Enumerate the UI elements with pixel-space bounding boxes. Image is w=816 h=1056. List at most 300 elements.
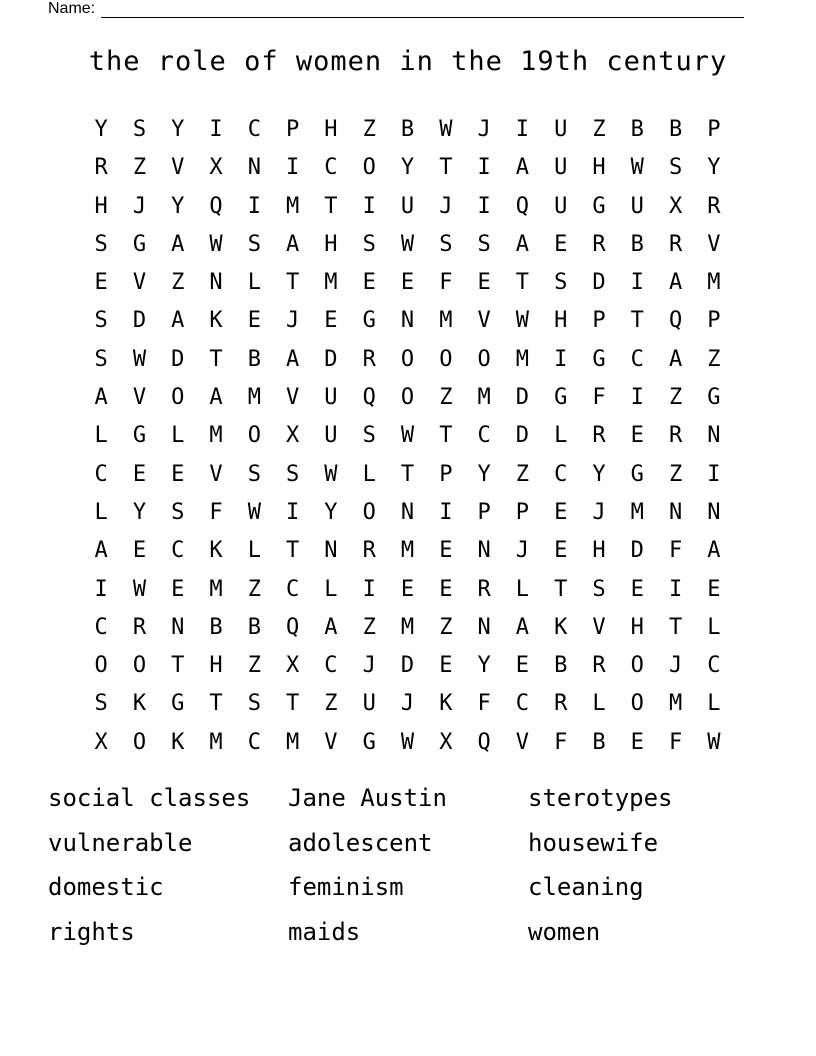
grid-letter: W <box>132 346 147 372</box>
grid-letter: D <box>324 346 338 372</box>
grid-letter: N <box>477 614 491 640</box>
grid-letter: X <box>668 193 683 219</box>
grid-letter: L <box>592 691 606 717</box>
grid-letter: G <box>132 423 147 449</box>
grid-letter: S <box>554 270 568 296</box>
grid-letter: D <box>630 538 644 564</box>
grid-letter: S <box>247 231 261 257</box>
grid-letter: U <box>324 385 338 411</box>
grid-letter: R <box>707 193 721 219</box>
grid-letter: I <box>630 385 644 411</box>
grid-letter: W <box>324 461 338 487</box>
grid-letter: V <box>286 385 300 411</box>
word-list-item: domestic <box>48 873 164 901</box>
grid-letter: E <box>439 653 453 679</box>
grid-letter: G <box>362 308 376 334</box>
grid-letter: B <box>554 653 568 679</box>
grid-letter: L <box>94 423 108 449</box>
grid-letter: P <box>707 308 721 334</box>
grid-letter: O <box>630 691 644 717</box>
grid-letter: U <box>324 423 338 449</box>
grid-letter: E <box>132 461 147 487</box>
grid-letter: M <box>630 499 644 525</box>
grid-letter: R <box>94 155 108 181</box>
grid-letter: A <box>94 385 108 411</box>
grid-letter: M <box>439 308 453 334</box>
grid-letter: X <box>286 423 300 449</box>
grid-letter: S <box>94 231 108 257</box>
grid-letter: S <box>94 691 108 717</box>
grid-letter: E <box>94 270 108 296</box>
grid-letter: Y <box>707 155 721 181</box>
grid-letter: L <box>94 499 108 525</box>
grid-letter: M <box>707 270 721 296</box>
grid-letter: A <box>707 538 721 564</box>
grid-letter: M <box>400 538 415 564</box>
grid-letter: J <box>515 538 530 564</box>
grid-letter: V <box>324 729 338 755</box>
grid-letter: L <box>515 576 530 602</box>
grid-letter: Q <box>362 385 376 411</box>
grid-letter: D <box>171 346 185 372</box>
grid-letter: B <box>668 117 683 142</box>
grid-letter: E <box>400 576 415 602</box>
grid-letter: O <box>362 499 376 525</box>
grid-letter: Q <box>668 308 683 334</box>
grid-letter: Z <box>324 691 338 717</box>
grid-letter: R <box>668 423 683 449</box>
grid-letter: N <box>707 499 721 525</box>
grid-letter: E <box>132 538 147 564</box>
grid-letter: M <box>209 576 223 602</box>
grid-letter: C <box>324 653 338 679</box>
grid-letter: K <box>209 308 223 334</box>
grid-letter: K <box>209 538 223 564</box>
grid-letter: V <box>171 155 185 181</box>
grid-letter: B <box>209 614 223 640</box>
grid-letter: N <box>247 155 261 181</box>
grid-letter: L <box>707 691 721 717</box>
grid-letter: K <box>171 729 185 755</box>
name-field <box>48 0 744 18</box>
word-list-item: maids <box>288 917 361 946</box>
grid-letter: I <box>477 193 491 219</box>
grid-letter: C <box>94 461 108 487</box>
grid-letter: L <box>362 461 376 487</box>
grid-letter: S <box>286 461 300 487</box>
grid-letter: H <box>324 231 338 257</box>
grid-letter: Q <box>477 729 491 755</box>
grid-letter: P <box>477 499 491 525</box>
grid-letter: D <box>132 308 147 334</box>
grid-letter: J <box>400 691 415 717</box>
grid-letter: D <box>515 385 530 411</box>
grid-letter: W <box>132 576 147 602</box>
page-title: the role of women in the 19th century <box>88 46 728 77</box>
word-list-item: housewife <box>528 828 659 857</box>
grid-letter: B <box>630 231 644 257</box>
grid-letter: A <box>515 231 530 257</box>
grid-letter: T <box>400 461 415 487</box>
grid-letter: F <box>592 385 606 411</box>
grid-letter: C <box>477 423 491 449</box>
grid-letter: E <box>171 461 185 487</box>
grid-letter: T <box>630 308 644 334</box>
grid-letter: Z <box>668 461 683 487</box>
grid-letter: C <box>286 576 300 602</box>
grid-letter: I <box>247 193 261 219</box>
grid-letter: B <box>400 117 415 142</box>
grid-letter: V <box>592 614 606 640</box>
grid-letter: M <box>400 614 415 640</box>
grid-letter: V <box>477 308 491 334</box>
grid-letter: R <box>362 538 376 564</box>
grid-letter: N <box>171 614 185 640</box>
grid-letter: I <box>439 499 453 525</box>
grid-letter: C <box>554 461 568 487</box>
grid-letter: D <box>515 423 530 449</box>
grid-letter: E <box>439 576 453 602</box>
grid-letter: G <box>554 385 568 411</box>
grid-letter: E <box>630 576 644 602</box>
grid-letter: Z <box>668 385 683 411</box>
grid-letter: M <box>324 270 338 296</box>
grid-letter: E <box>630 423 644 449</box>
grid-letter: V <box>209 461 223 487</box>
grid-letter: K <box>554 614 568 640</box>
grid-letter: Q <box>209 193 223 219</box>
grid-letter: Z <box>171 270 185 296</box>
grid-letter: V <box>515 729 530 755</box>
grid-letter: P <box>592 308 606 334</box>
grid-letter: W <box>400 231 415 257</box>
letter-grid <box>82 111 733 762</box>
grid-letter: C <box>171 538 185 564</box>
grid-letter: S <box>247 461 261 487</box>
grid-letter: M <box>286 729 300 755</box>
grid-letter: Z <box>515 461 530 487</box>
grid-letter: Y <box>592 461 606 487</box>
grid-letter: O <box>477 346 491 372</box>
grid-letter: I <box>668 576 683 602</box>
grid-letter: E <box>324 308 338 334</box>
grid-letter: W <box>247 499 261 525</box>
grid-letter: U <box>630 193 644 219</box>
grid-letter: S <box>477 231 491 257</box>
grid-letter: R <box>554 691 568 717</box>
grid-letter: G <box>171 691 185 717</box>
grid-letter: W <box>515 308 530 334</box>
grid-letter: N <box>400 308 415 334</box>
grid-letter: E <box>477 270 491 296</box>
grid-letter: F <box>554 729 568 755</box>
grid-letter: O <box>630 653 644 679</box>
grid-letter: E <box>400 270 415 296</box>
grid-letter: A <box>515 614 530 640</box>
grid-letter: C <box>324 155 338 181</box>
grid-letter: N <box>668 499 683 525</box>
grid-letter: F <box>668 729 683 755</box>
grid-letter: Z <box>707 346 721 372</box>
grid-letter: D <box>400 653 415 679</box>
grid-letter: I <box>209 117 223 142</box>
grid-letter: J <box>286 308 300 334</box>
grid-letter: J <box>668 653 683 679</box>
grid-letter: Y <box>171 193 185 219</box>
word-list <box>48 776 768 954</box>
word-list-item: women <box>528 917 601 946</box>
grid-letter: H <box>324 117 338 142</box>
grid-letter: V <box>132 270 147 296</box>
grid-letter: Z <box>362 614 376 640</box>
grid-letter: I <box>94 576 108 602</box>
grid-letter: M <box>247 385 261 411</box>
grid-letter: J <box>592 499 606 525</box>
grid-letter: Y <box>132 499 147 525</box>
grid-letter: B <box>630 117 644 142</box>
grid-letter: F <box>209 499 223 525</box>
grid-letter: Q <box>286 614 300 640</box>
grid-letter: N <box>324 538 338 564</box>
word-list-item: vulnerable <box>48 828 193 857</box>
grid-letter: M <box>209 423 223 449</box>
grid-letter: C <box>94 614 108 640</box>
grid-letter: I <box>477 155 491 181</box>
grid-letter: W <box>400 729 415 755</box>
grid-letter: Y <box>324 499 338 525</box>
grid-letter: G <box>132 231 147 257</box>
grid-letter: A <box>668 346 683 372</box>
grid-letter: B <box>247 614 261 640</box>
word-list-item: cleaning <box>528 873 644 901</box>
grid-letter: R <box>362 346 376 372</box>
grid-letter: O <box>171 385 185 411</box>
grid-letter: F <box>668 538 683 564</box>
grid-letter: C <box>515 691 530 717</box>
grid-letter: I <box>515 117 530 142</box>
grid-letter: T <box>171 653 185 679</box>
grid-letter: S <box>94 346 108 372</box>
grid-letter: E <box>362 270 376 296</box>
grid-letter: I <box>362 193 376 219</box>
grid-letter: L <box>554 423 568 449</box>
grid-letter: K <box>132 691 147 717</box>
grid-letter: Q <box>515 193 530 219</box>
grid-letter: H <box>592 155 606 181</box>
grid-letter: O <box>94 653 108 679</box>
grid-letter: N <box>209 270 223 296</box>
grid-letter: D <box>592 270 606 296</box>
grid-letter: X <box>286 653 300 679</box>
grid-letter: J <box>362 653 376 679</box>
grid-letter: O <box>400 385 415 411</box>
grid-letter: G <box>362 729 376 755</box>
grid-letter: L <box>707 614 721 640</box>
grid-letter: A <box>209 385 223 411</box>
grid-letter: S <box>668 155 683 181</box>
grid-letter: J <box>477 117 491 142</box>
grid-letter: Z <box>247 576 261 602</box>
grid-letter: E <box>554 231 568 257</box>
grid-letter: L <box>247 538 261 564</box>
grid-letter: H <box>554 308 568 334</box>
grid-letter: E <box>515 653 530 679</box>
grid-letter: T <box>554 576 568 602</box>
grid-letter: O <box>132 729 147 755</box>
grid-letter: T <box>515 270 530 296</box>
grid-letter: U <box>554 193 568 219</box>
grid-letter: S <box>592 576 606 602</box>
grid-letter: T <box>209 691 223 717</box>
grid-letter: A <box>324 614 338 640</box>
grid-letter: O <box>247 423 261 449</box>
grid-letter: T <box>286 691 300 717</box>
grid-letter: O <box>400 346 415 372</box>
grid-letter: I <box>554 346 568 372</box>
grid-letter: E <box>439 538 453 564</box>
grid-letter: H <box>630 614 644 640</box>
grid-letter: U <box>554 155 568 181</box>
grid-letter: F <box>439 270 453 296</box>
grid-letter: T <box>324 193 338 219</box>
grid-letter: O <box>362 155 376 181</box>
grid-letter: M <box>286 193 300 219</box>
grid-letter: N <box>477 538 491 564</box>
grid-letter: Y <box>477 653 491 679</box>
grid-letter: P <box>286 117 300 142</box>
grid-letter: N <box>707 423 721 449</box>
grid-letter: H <box>592 538 606 564</box>
grid-letter: A <box>171 308 185 334</box>
grid-letter: G <box>592 193 606 219</box>
grid-letter: Y <box>171 117 185 142</box>
grid-letter: P <box>707 117 721 142</box>
grid-letter: R <box>592 423 606 449</box>
grid-letter: P <box>439 461 453 487</box>
grid-letter: W <box>400 423 415 449</box>
name-underline <box>101 3 744 18</box>
grid-letter: T <box>439 423 453 449</box>
grid-letter: O <box>132 653 147 679</box>
grid-letter: S <box>171 499 185 525</box>
grid-letter: Z <box>592 117 606 142</box>
grid-letter: W <box>209 231 223 257</box>
grid-letter: A <box>286 231 300 257</box>
grid-letter: E <box>630 729 644 755</box>
grid-letter: E <box>171 576 185 602</box>
grid-letter: I <box>630 270 644 296</box>
grid-letter: Y <box>400 155 415 181</box>
grid-letter: I <box>362 576 376 602</box>
name-label: Name: <box>48 0 96 17</box>
grid-letter: W <box>630 155 644 181</box>
grid-letter: M <box>668 691 683 717</box>
word-list-item: rights <box>48 917 135 946</box>
grid-letter: T <box>439 155 453 181</box>
grid-letter: I <box>286 155 300 181</box>
word-list-item: Jane Austin <box>288 784 447 812</box>
grid-letter: Y <box>477 461 491 487</box>
grid-letter: X <box>209 155 223 181</box>
grid-letter: R <box>592 231 606 257</box>
grid-letter: S <box>362 423 376 449</box>
grid-letter: R <box>592 653 606 679</box>
grid-letter: E <box>554 538 568 564</box>
grid-letter: J <box>439 193 453 219</box>
grid-letter: W <box>439 117 453 142</box>
word-list-item: sterotypes <box>528 784 673 812</box>
grid-letter: A <box>94 538 108 564</box>
grid-letter: S <box>247 691 261 717</box>
grid-letter: C <box>247 729 261 755</box>
grid-letter: A <box>668 270 683 296</box>
grid-letter: G <box>630 461 644 487</box>
grid-letter: J <box>132 193 147 219</box>
grid-letter: S <box>94 308 108 334</box>
grid-letter: B <box>247 346 261 372</box>
grid-letter: A <box>286 346 300 372</box>
grid-letter: F <box>477 691 491 717</box>
grid-letter: T <box>668 614 683 640</box>
grid-letter: L <box>324 576 338 602</box>
grid-letter: H <box>94 193 108 219</box>
grid-letter: K <box>439 691 453 717</box>
word-list-item: adolescent <box>288 828 433 857</box>
grid-letter: W <box>707 729 721 755</box>
grid-letter: E <box>247 308 261 334</box>
grid-letter: C <box>707 653 721 679</box>
grid-letter: V <box>132 385 147 411</box>
grid-letter: X <box>439 729 453 755</box>
grid-letter: G <box>592 346 606 372</box>
grid-letter: Y <box>94 117 108 142</box>
grid-letter: G <box>707 385 721 411</box>
grid-letter: P <box>515 499 530 525</box>
grid-letter: E <box>554 499 568 525</box>
grid-letter: M <box>515 346 530 372</box>
grid-letter: U <box>362 691 376 717</box>
grid-letter: C <box>630 346 644 372</box>
word-list-item: social classes <box>48 784 251 812</box>
grid-letter: X <box>94 729 108 755</box>
word-list-item: feminism <box>288 873 404 901</box>
grid-letter: M <box>209 729 223 755</box>
grid-letter: I <box>707 461 721 487</box>
grid-letter: Z <box>362 117 376 142</box>
grid-letter: U <box>554 117 568 142</box>
grid-letter: R <box>668 231 683 257</box>
grid-letter: C <box>247 117 261 142</box>
grid-letter: L <box>171 423 185 449</box>
grid-letter: S <box>362 231 376 257</box>
grid-letter: A <box>515 155 530 181</box>
grid-letter: I <box>286 499 300 525</box>
grid-letter: T <box>286 538 300 564</box>
grid-letter: S <box>439 231 453 257</box>
grid-letter: Z <box>247 653 261 679</box>
grid-letter: V <box>707 231 721 257</box>
grid-letter: B <box>592 729 606 755</box>
grid-letter: T <box>209 346 223 372</box>
grid-letter: R <box>132 614 147 640</box>
grid-letter: E <box>707 576 721 602</box>
grid-letter: T <box>286 270 300 296</box>
grid-letter: A <box>171 231 185 257</box>
grid-letter: R <box>477 576 491 602</box>
grid-letter: N <box>400 499 415 525</box>
grid-letter: H <box>209 653 223 679</box>
grid-letter: U <box>400 193 415 219</box>
